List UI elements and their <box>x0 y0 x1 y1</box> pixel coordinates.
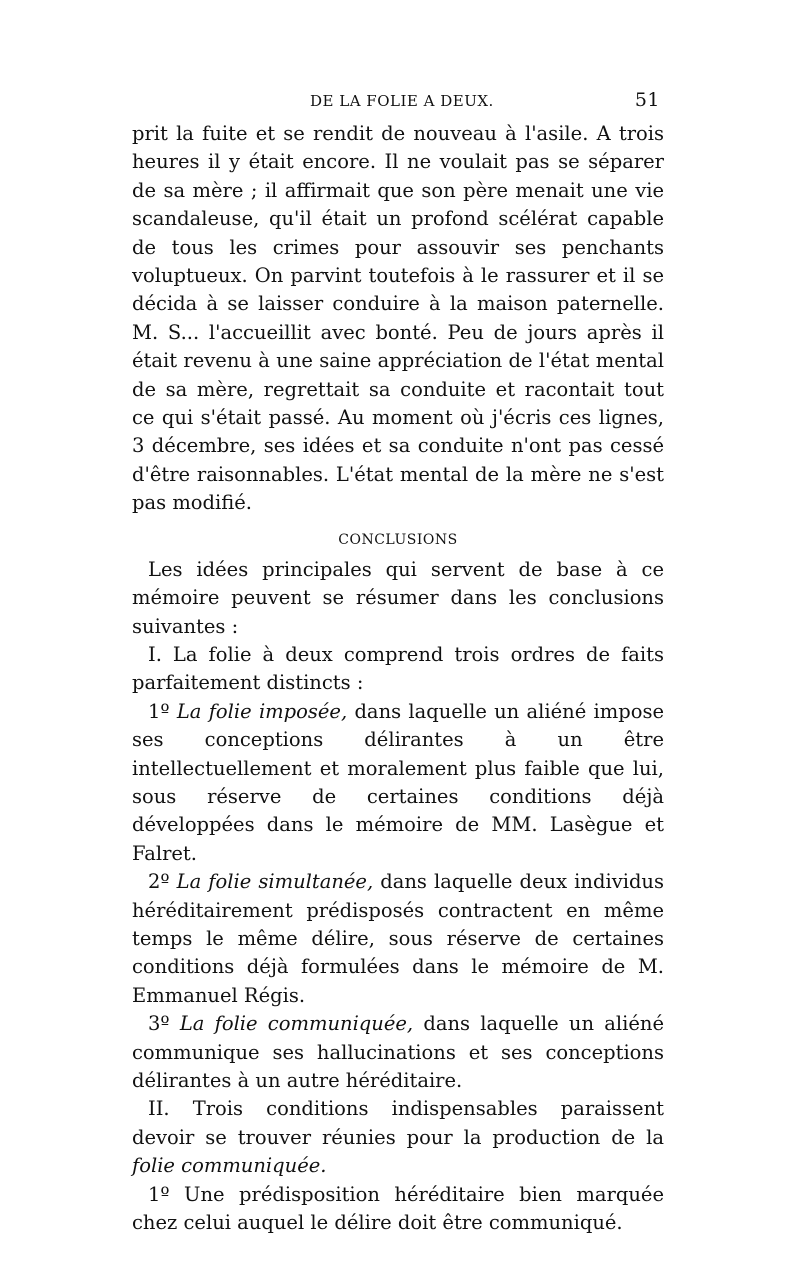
running-title: DE LA FOLIE A DEUX. <box>310 92 494 110</box>
paragraph-folie-imposee <box>132 698 664 868</box>
term-folie-communiquee: La folie communiquée, <box>179 1012 414 1036</box>
item-text: dans laquelle un aliéné impose ses conceptions délirantes à un être intellectuellement et moralement plus faible que lui, sous réserve de certaines conditions déjà développées dans le mémoire de MM. Lasègue et Falret. <box>132 699 665 865</box>
term-folie-simultanee: La folie simultanée, <box>176 870 374 894</box>
item-number: 1º <box>148 699 170 723</box>
page-number: 51 <box>634 89 660 111</box>
paragraph-folie-simultanee <box>132 868 664 1010</box>
item-text: dans laquelle deux individus héréditairement prédisposés contractent en même temps le même délire, sous réserve de certaines conditions déjà formulées dans le mémoire de M. Emmanuel Régis. <box>132 870 664 1007</box>
term-folie-communiquee-2: folie communiquée. <box>132 1154 327 1178</box>
section-heading-conclusions: CONCLUSIONS <box>338 531 458 548</box>
item-text: II. Trois conditions indispensables paraissent devoir se trouver réunies pour la production de la <box>132 1097 664 1149</box>
body-text <box>132 120 664 1237</box>
paragraph-conclusion-II <box>132 1095 664 1180</box>
term-folie-imposee: La folie imposée, <box>176 699 348 723</box>
item-text: dans laquelle un aliéné communique ses hallucinations et ses conceptions délirantes à un autre héréditaire. <box>132 1012 665 1092</box>
paragraph-conclusion-I: I. La folie à deux comprend trois ordres de faits parfaitement distincts : <box>132 642 664 695</box>
paragraph-folie-communiquee <box>132 1010 664 1095</box>
paragraph-condition-1: 1º Une prédisposition héréditaire bien marquée chez celui auquel le délire doit être communiqué. <box>132 1182 664 1235</box>
item-number: 3º <box>148 1012 170 1036</box>
item-number: 2º <box>148 870 170 894</box>
paragraph-case-continuation: prit la fuite et se rendit de nouveau à l'asile. A trois heures il y était encore. Il ne voulait pas se séparer de sa mère ; il affirmait que son père menait une vie scandaleuse, qu'il était un profond scélérat capable de tous les crimes pour assouvir ses penchants voluptueux. On parvint toutefois à le rassurer et il se décida à se laisser conduire à la maison paternelle. M. S... l'accueillit avec bonté. Peu de jours après il était revenu à une saine appréciation de l'état mental de sa mère, regrettait sa conduite et racontait tout ce qui s'était passé. Au moment où j'écris ces lignes, 3 décembre, ses idées et sa conduite n'ont pas cessé d'être raisonnables. L'état mental de la mère ne s'est pas modifié. <box>132 122 664 515</box>
paragraph-conclusions-intro: Les idées principales qui servent de base à ce mémoire peuvent se résumer dans les conclusions suivantes : <box>132 557 664 638</box>
